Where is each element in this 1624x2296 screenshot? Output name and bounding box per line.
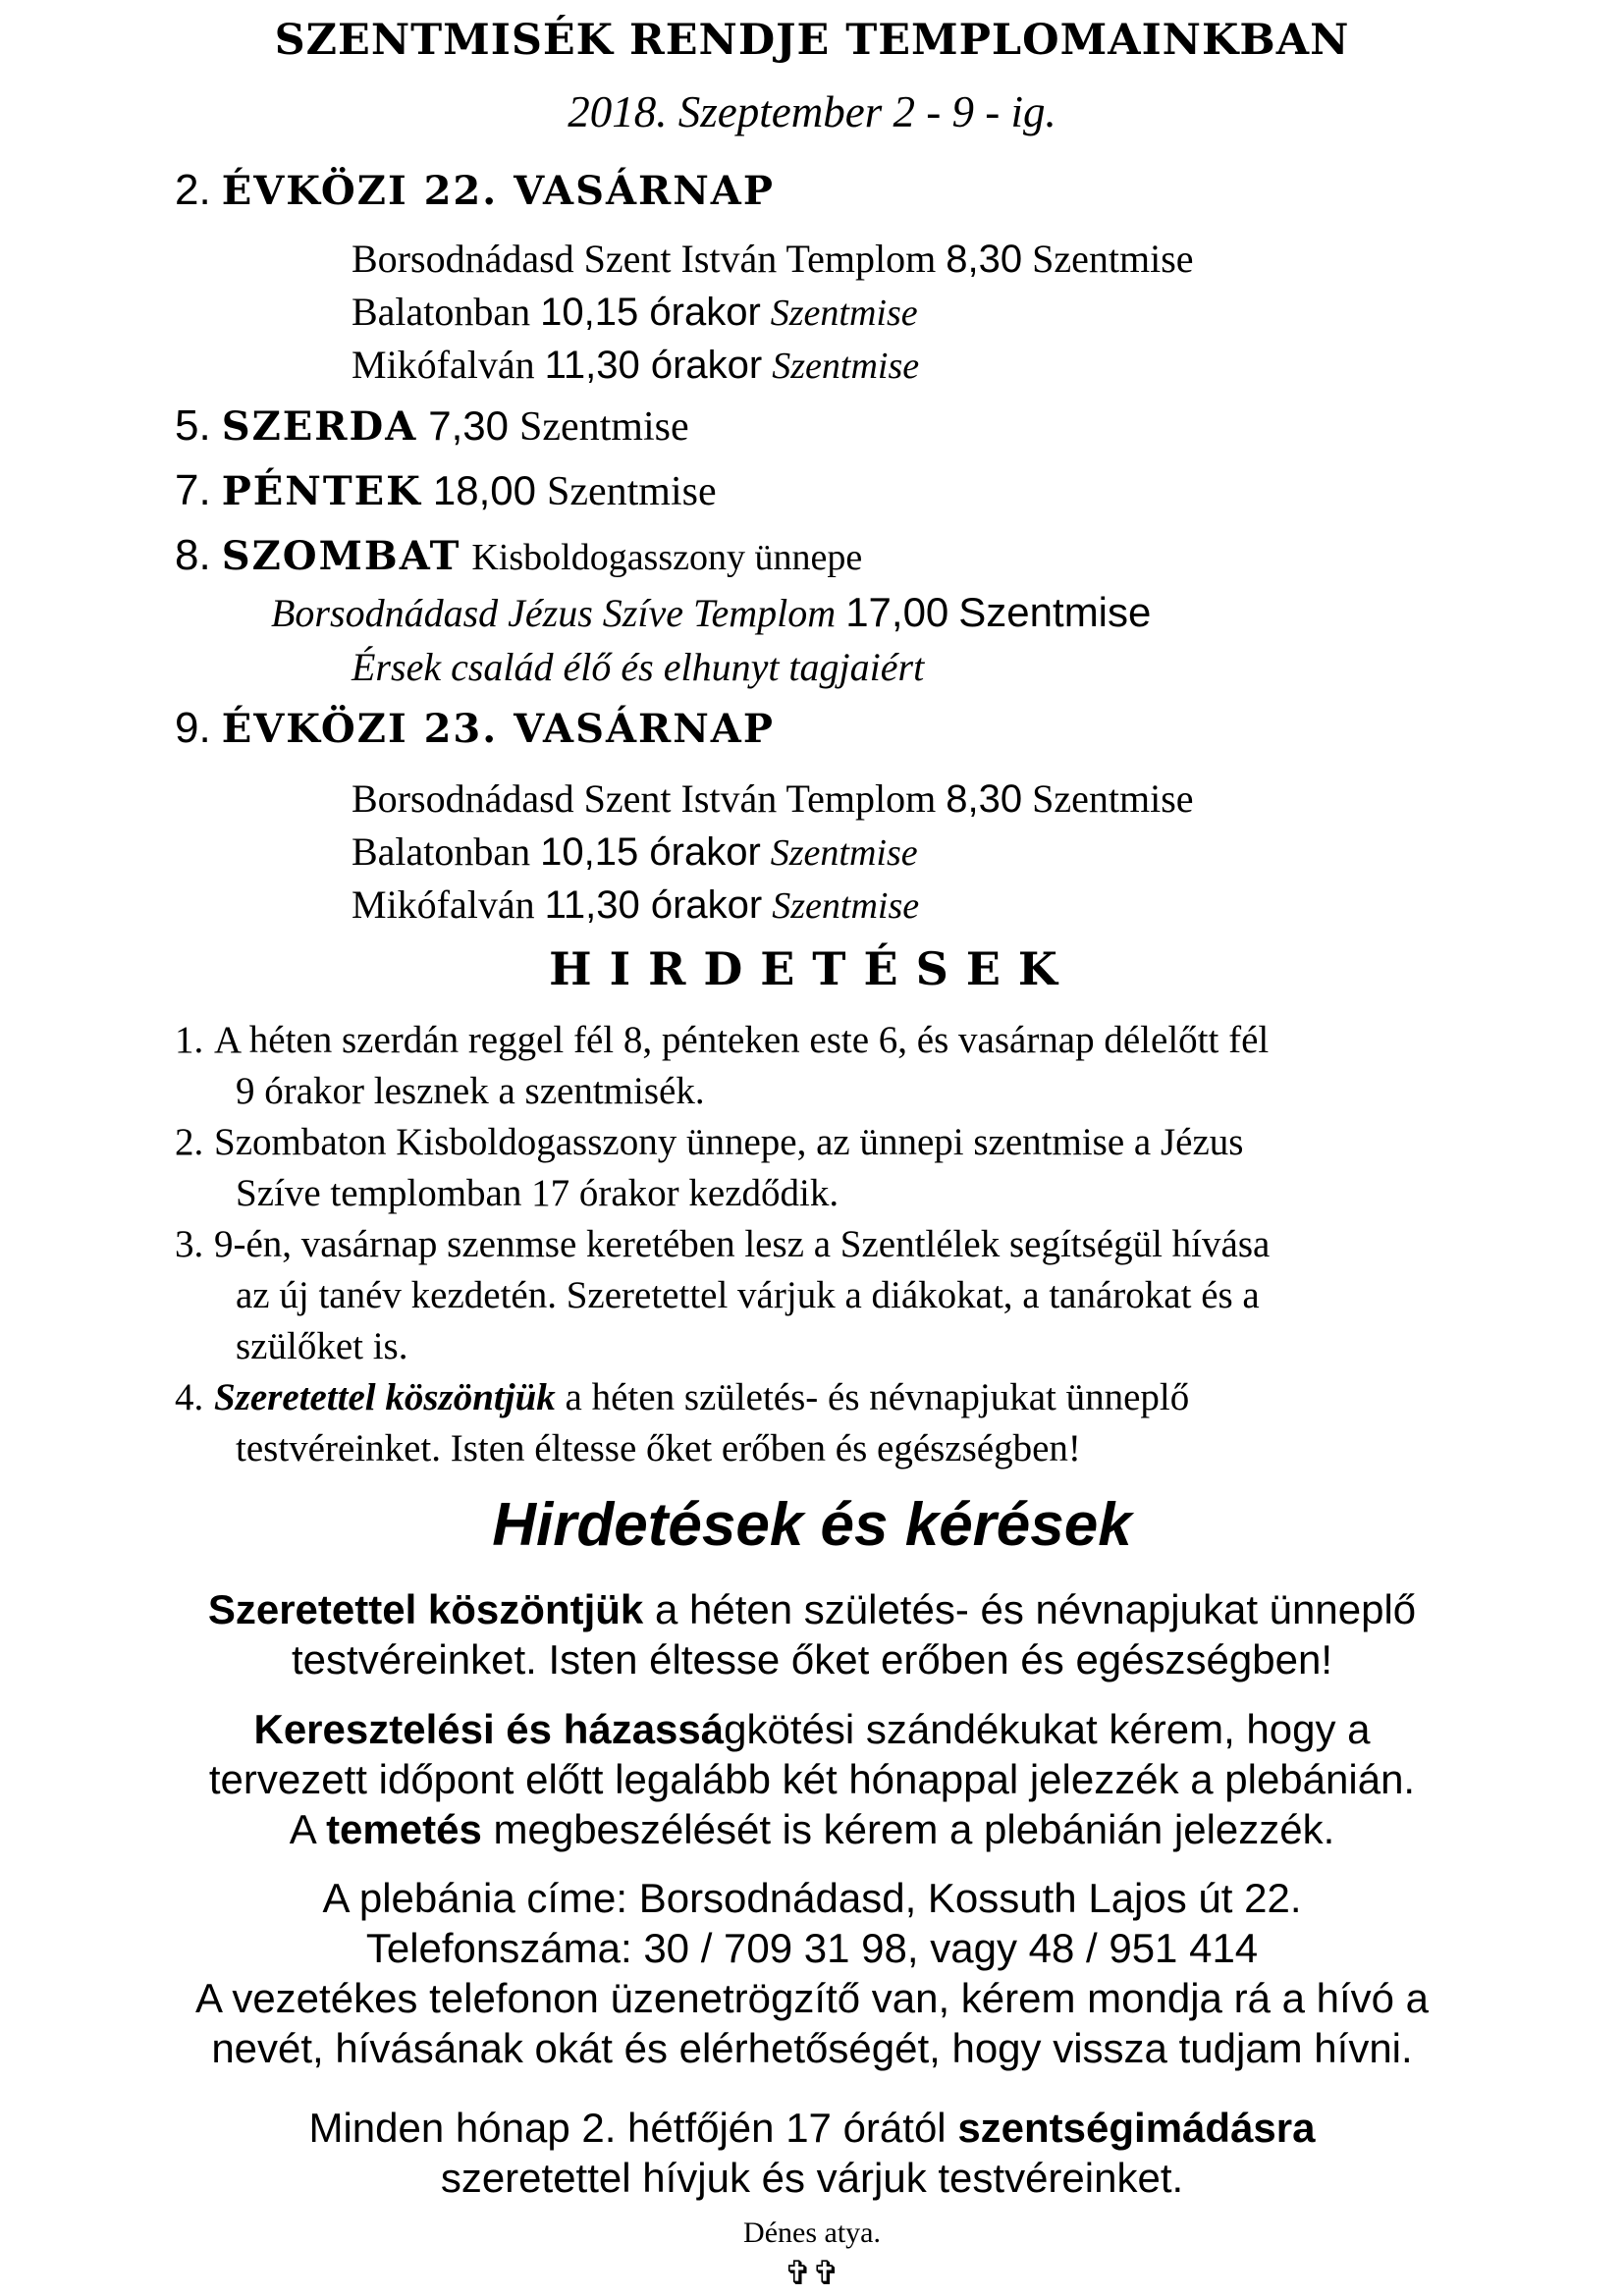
mass-time: 11,30 órakor	[544, 344, 763, 387]
announcement-text: szülőket is.	[236, 1325, 408, 1367]
mass-time: 8,30	[946, 238, 1023, 281]
adoration-paragraph	[0, 2103, 1624, 2203]
funeral-bold: temetés	[326, 1806, 482, 1852]
mass-time: 10,15 órakor	[540, 830, 761, 874]
announcement-text: Szíve templomban 17 órakor kezdődik.	[236, 1172, 839, 1214]
mass-time: 8,30	[946, 777, 1023, 821]
mass-label: Szentmise	[1032, 776, 1194, 821]
day-number: 7.	[175, 466, 211, 514]
adoration-text: szeretettel hívjuk és várjuk testvéreinket.	[440, 2155, 1184, 2201]
baptism-paragraph	[0, 1704, 1624, 1854]
announcement-text: 9 órakor lesznek a szentmisék.	[236, 1070, 705, 1112]
mass-line	[352, 828, 918, 875]
day-name: ÉVKÖZI 22. VASÁRNAP	[221, 168, 775, 214]
mass-time: 10,15 órakor	[540, 291, 761, 334]
mass-place: Mikófalván	[352, 343, 535, 387]
day-name: SZERDA	[221, 403, 418, 450]
mass-label: Szentmise	[1032, 237, 1194, 281]
mass-time: 17,00	[845, 589, 949, 635]
day-heading	[175, 165, 775, 215]
announcement-number: 2.	[175, 1121, 204, 1163]
announcement-item	[175, 1372, 1451, 1474]
mass-label: Szentmise	[958, 589, 1152, 635]
mass-place: Borsodnádasd Szent István Templom	[352, 776, 937, 821]
signature: Dénes atya.	[743, 2216, 881, 2249]
day-name: PÉNTEK	[221, 468, 422, 514]
announcement-number: 1.	[175, 1019, 204, 1061]
mass-line	[352, 236, 1194, 282]
mass-time: 11,30 órakor	[544, 883, 763, 927]
announcement-text: a héten születés- és névnapjukat ünneplő	[555, 1376, 1190, 1418]
announcement-text: Szombaton Kisboldogasszony ünnepe, az ünnepi szentmise a Jézus	[214, 1121, 1244, 1163]
contact-paragraph	[0, 1873, 1624, 2073]
day-heading	[175, 400, 689, 451]
announcement-item	[175, 1015, 1451, 1117]
mass-line	[352, 881, 919, 928]
page-title: SZENTMISÉK RENDJE TEMPLOMAINKBAN	[274, 16, 1350, 65]
mass-label: Szentmise	[770, 293, 918, 334]
baptism-text: gkötési szándékukat kérem, hogy a	[724, 1706, 1371, 1752]
mass-label: Szentmise	[772, 885, 920, 927]
day-name: SZOMBAT	[221, 533, 461, 579]
mass-label: Szentmise	[546, 469, 717, 514]
mass-time: 18,00	[432, 467, 536, 513]
day-heading	[175, 530, 862, 580]
feast-name: Kisboldogasszony ünnepe	[471, 537, 863, 578]
announcement-text: A héten szerdán reggel fél 8, pénteken este 6, és vasárnap délelőtt fél	[214, 1019, 1270, 1061]
mass-intention: Érsek család élő és elhunyt tagjaiért	[352, 645, 925, 689]
answering-machine-note: nevét, hívásának okát és elérhetőségét, hogy vissza tudjam hívni.	[211, 2025, 1413, 2071]
announcement-text: az új tanév kezdetén. Szeretettel várjuk a diákokat, a tanárokat és a	[236, 1274, 1260, 1316]
date-line: 2018. Szeptember 2 - 9 - ig.	[568, 87, 1056, 136]
section-title: Hirdetések és kérések	[492, 1491, 1132, 1559]
mass-line	[352, 289, 918, 335]
greeting-text: a héten születés- és névnapjukat ünneplő	[643, 1586, 1417, 1632]
mass-label: Szentmise	[772, 346, 920, 387]
announcement-text: 9-én, vasárnap szenmse keretében lesz a Szentlélek segítségül hívása	[214, 1223, 1271, 1265]
greeting-text: testvéreinket. Isten éltesse őket erőben és egészségben!	[292, 1636, 1332, 1682]
mass-time: 7,30	[428, 402, 509, 449]
announcement-item	[175, 1219, 1451, 1372]
baptism-bold: Keresztelési és házassá	[253, 1706, 725, 1752]
cross-icon: ✞✞	[784, 2254, 840, 2293]
adoration-bold: szentségimádásra	[957, 2105, 1316, 2151]
day-number: 5.	[175, 401, 211, 450]
adoration-text: Minden hónap 2. hétfőjén 17 órától	[308, 2105, 958, 2151]
mass-place: Borsodnádasd Jézus Szíve Templom	[271, 591, 837, 635]
day-number: 2.	[175, 166, 211, 214]
baptism-text: tervezett időpont előtt legalább két hónappal jelezzék a plebánián.	[208, 1756, 1416, 1802]
mass-place: Balatonban	[352, 829, 531, 874]
greeting-paragraph	[0, 1584, 1624, 1684]
greeting-bold: Szeretettel köszöntjük	[207, 1586, 644, 1632]
day-name: ÉVKÖZI 23. VASÁRNAP	[221, 706, 775, 752]
funeral-text: A	[289, 1806, 327, 1852]
mass-place: Borsodnádasd Szent István Templom	[352, 237, 937, 281]
mass-line	[352, 775, 1194, 822]
day-number: 9.	[175, 704, 211, 752]
mass-place: Mikófalván	[352, 882, 535, 927]
day-heading	[175, 703, 775, 753]
parish-address: A plebánia címe: Borsodnádasd, Kossuth Lajos út 22.	[322, 1875, 1302, 1921]
mass-label: Szentmise	[770, 832, 918, 874]
mass-place: Balatonban	[352, 290, 531, 334]
day-heading	[175, 465, 717, 515]
parish-phone: Telefonszáma: 30 / 709 31 98, vagy 48 / 951 414	[365, 1925, 1259, 1971]
announcement-text: testvéreinket. Isten éltesse őket erőben és egészségben!	[236, 1427, 1081, 1469]
funeral-text: megbeszélését is kérem a plebánián jelezzék.	[481, 1806, 1335, 1852]
day-number: 8.	[175, 531, 211, 579]
announcement-bold-text: Szeretettel köszöntjük	[214, 1376, 556, 1418]
announcement-number: 4.	[175, 1376, 204, 1418]
announcements-title: HIRDETÉSEK	[549, 942, 1075, 995]
mass-line	[271, 589, 1151, 636]
mass-line	[352, 342, 919, 388]
answering-machine-note: A vezetékes telefonon üzenetrögzítő van, kérem mondja rá a hívó a	[194, 1975, 1430, 2021]
mass-label: Szentmise	[519, 404, 689, 450]
announcement-item	[175, 1117, 1451, 1219]
announcement-number: 3.	[175, 1223, 204, 1265]
